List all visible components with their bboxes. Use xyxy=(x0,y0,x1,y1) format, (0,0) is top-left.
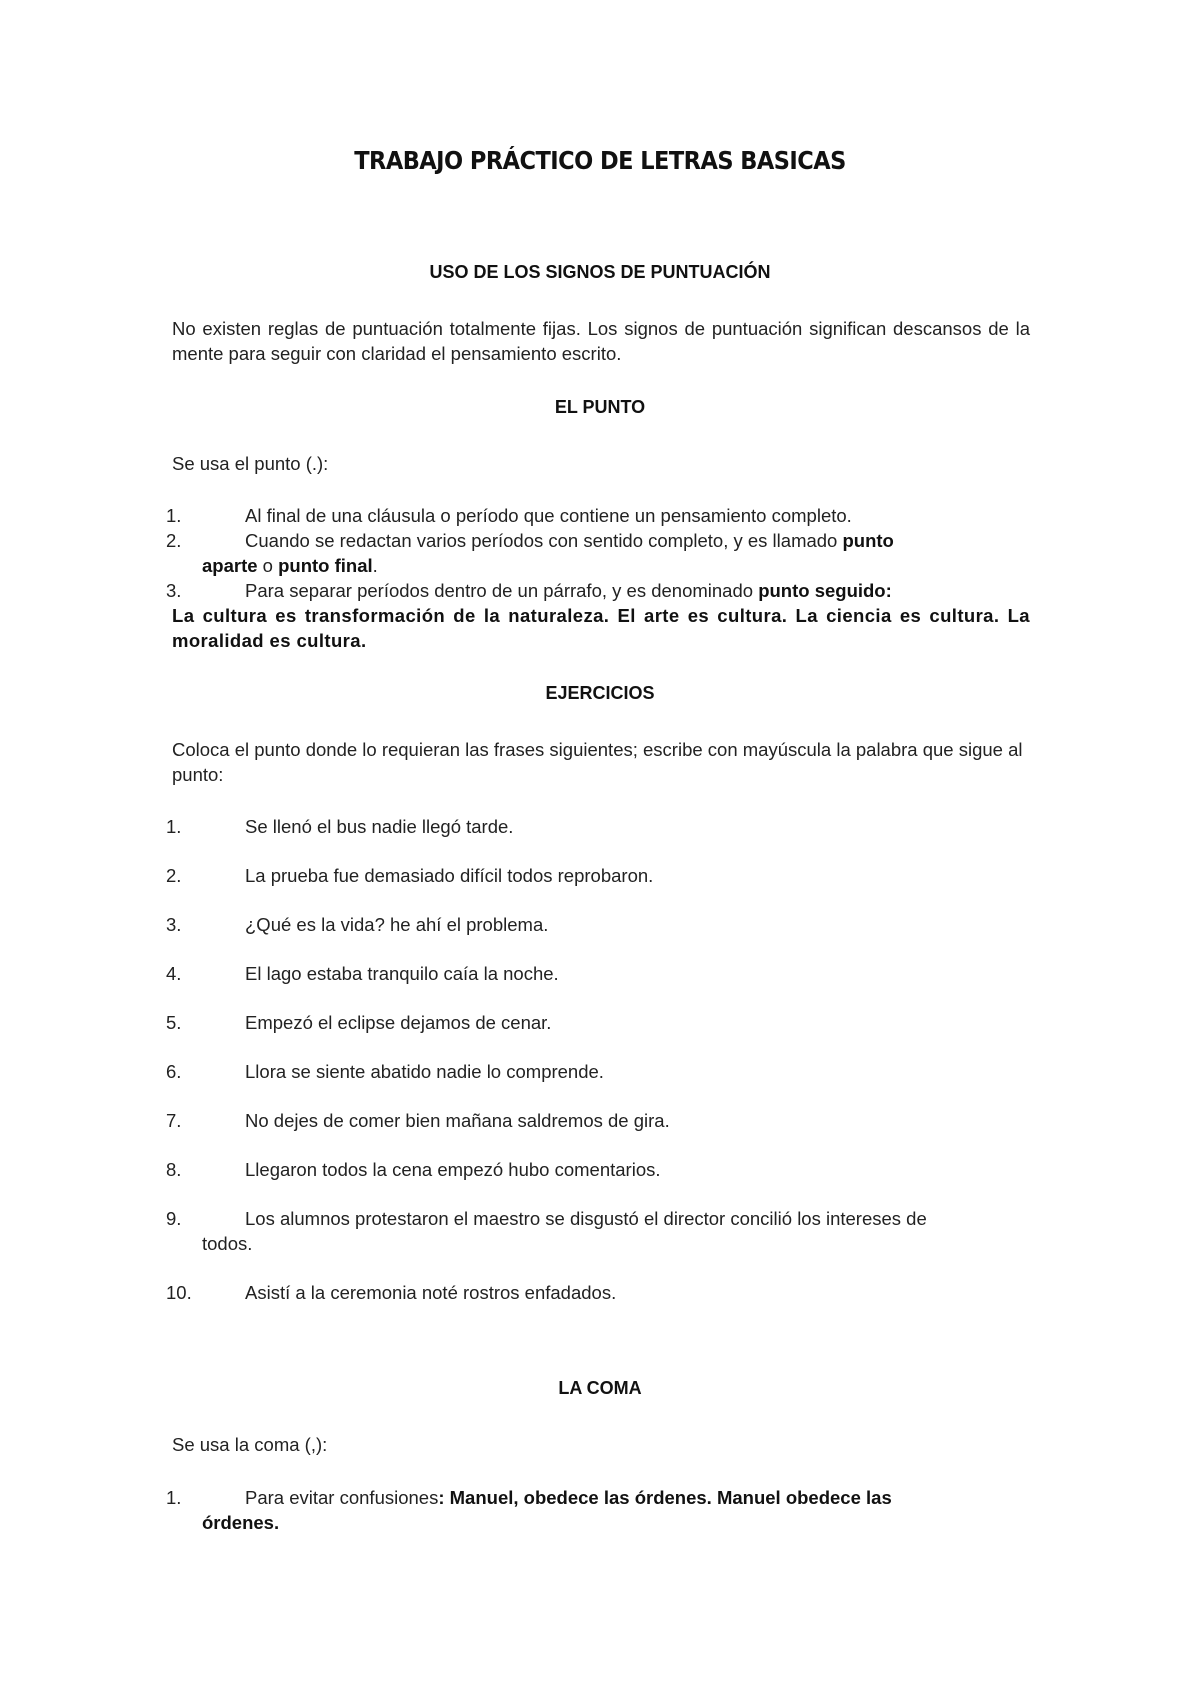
intro-paragraph: No existen reglas de puntuación totalmente fijas. Los signos de puntuación significan descansos de la mente para seguir con claridad el pensamiento escrito. xyxy=(172,318,1030,364)
exercise-item xyxy=(166,814,1030,839)
rule-text: Para evitar confusiones xyxy=(245,1487,439,1508)
rule-text: Al final de una cláusula o período que contiene un pensamiento completo. xyxy=(245,505,852,526)
rule-text: Cuando se redactan varios períodos con sentido completo, y es llamado xyxy=(245,530,843,551)
list-number: 6. xyxy=(166,1061,182,1082)
list-number: 2. xyxy=(166,530,182,551)
rule-bold-term: punto xyxy=(842,530,894,551)
exercise-text: Llora se siente abatido nadie lo comprende. xyxy=(245,1061,604,1082)
list-number: 5. xyxy=(166,1012,182,1033)
list-number: 10. xyxy=(166,1282,192,1303)
punto-rule-2 xyxy=(166,528,1030,578)
list-number: 1. xyxy=(166,1487,182,1508)
exercise-text: ¿Qué es la vida? he ahí el problema. xyxy=(245,914,549,935)
list-number: 2. xyxy=(166,865,182,886)
exercise-item xyxy=(166,1280,1030,1305)
exercise-text: Asistí a la ceremonia noté rostros enfadados. xyxy=(245,1282,617,1303)
punto-example: La cultura es transformación de la naturaleza. El arte es cultura. La ciencia es cultura. La moralidad es cultura. xyxy=(172,605,1030,651)
exercise-text: Se llenó el bus nadie llegó tarde. xyxy=(245,816,514,837)
exercise-item xyxy=(166,863,1030,888)
exercise-item xyxy=(166,1157,1030,1182)
exercise-item xyxy=(166,1059,1030,1084)
exercise-text: Llegaron todos la cena empezó hubo comentarios. xyxy=(245,1159,661,1180)
list-number: 4. xyxy=(166,963,182,984)
exercise-text: Empezó el eclipse dejamos de cenar. xyxy=(245,1012,552,1033)
exercise-item xyxy=(166,1206,1030,1256)
rule-bold-term: punto final xyxy=(278,555,373,576)
list-number: 7. xyxy=(166,1110,182,1131)
rule-text: Para separar períodos dentro de un párrafo, y es denominado xyxy=(245,580,759,601)
exercise-text: El lago estaba tranquilo caía la noche. xyxy=(245,963,559,984)
list-number: 3. xyxy=(166,580,182,601)
exercise-text-continuation: todos. xyxy=(202,1233,253,1254)
rule-bold-example-continuation: órdenes. xyxy=(202,1512,280,1533)
list-number: 8. xyxy=(166,1159,182,1180)
exercise-text: No dejes de comer bien mañana saldremos de gira. xyxy=(245,1110,670,1131)
heading-el-punto: EL PUNTO xyxy=(554,397,646,417)
coma-rule-1 xyxy=(166,1485,1030,1535)
list-number: 1. xyxy=(166,816,182,837)
exercise-item xyxy=(166,1010,1030,1035)
document-title: TRABAJO PRÁCTICO DE LETRAS BASICAS xyxy=(354,146,846,175)
list-number: 1. xyxy=(166,505,182,526)
list-number: 9. xyxy=(166,1208,182,1229)
exercise-item xyxy=(166,961,1030,986)
list-number: 3. xyxy=(166,914,182,935)
punto-rule-1 xyxy=(166,503,1030,528)
punto-rule-3 xyxy=(166,578,1030,603)
rule-text: . xyxy=(372,555,378,576)
exercise-item xyxy=(166,912,1030,937)
punto-lead: Se usa el punto (.): xyxy=(172,453,329,474)
rule-bold-term: aparte xyxy=(202,555,258,576)
coma-lead: Se usa la coma (,): xyxy=(172,1434,328,1455)
heading-la-coma: LA COMA xyxy=(558,1378,642,1398)
exercise-text: Los alumnos protestaron el maestro se disgustó el director concilió los intereses de xyxy=(245,1208,927,1229)
exercise-text: La prueba fue demasiado difícil todos reprobaron. xyxy=(245,865,654,886)
heading-ejercicios: EJERCICIOS xyxy=(545,683,655,703)
rule-text: o xyxy=(257,555,279,576)
rule-bold-term: punto seguido: xyxy=(758,580,892,601)
ejercicios-instruction: Coloca el punto donde lo requieran las frases siguientes; escribe con mayúscula la palabra que sigue al punto: xyxy=(172,739,1023,785)
heading-uso-signos: USO DE LOS SIGNOS DE PUNTUACIÓN xyxy=(429,262,771,282)
exercise-item xyxy=(166,1108,1030,1133)
rule-bold-example: : Manuel, obedece las órdenes. Manuel obedece las xyxy=(438,1487,892,1508)
